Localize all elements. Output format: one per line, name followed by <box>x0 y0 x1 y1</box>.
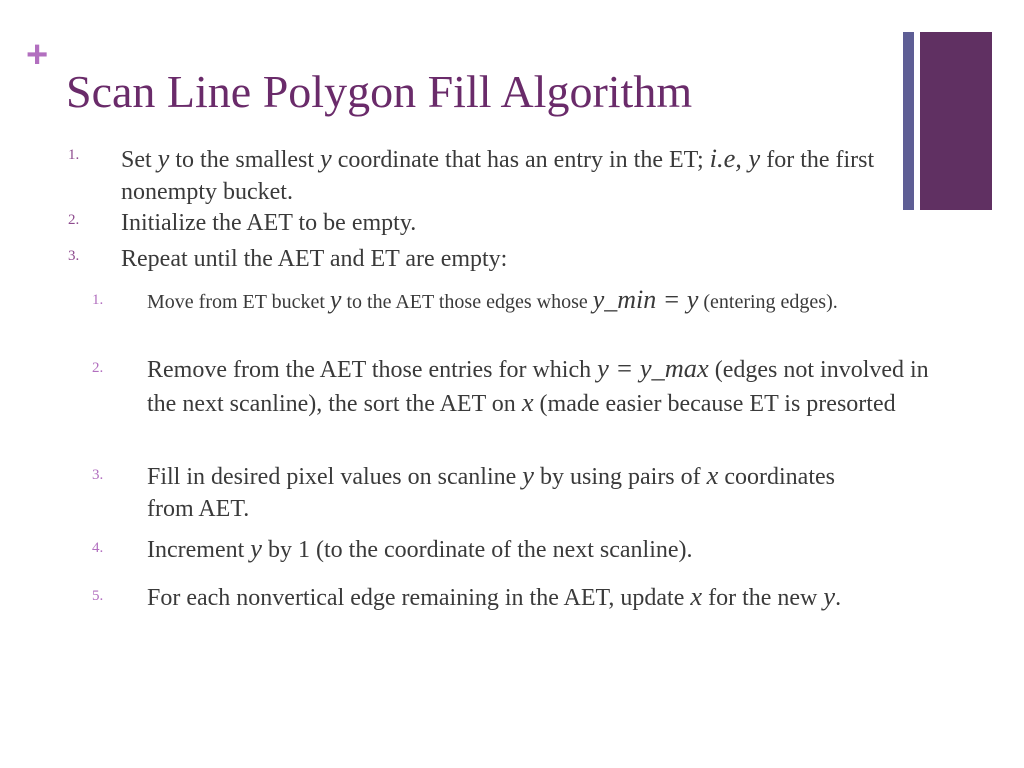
text-run: for the first nonempty bucket. <box>121 147 875 205</box>
math-run: y <box>329 285 342 314</box>
math-run: y = y_max <box>597 353 709 383</box>
text-run: Move from ET bucket <box>147 291 330 313</box>
text-run: Set <box>121 147 158 173</box>
item-text <box>147 532 947 566</box>
item-number: 4. <box>92 540 104 556</box>
slide-title: Scan Line Polygon Fill Algorithm <box>66 66 693 117</box>
plus-icon: + <box>26 34 49 76</box>
text-run: Increment <box>147 537 251 563</box>
text-run: Fill in desired pixel values on scanline <box>147 464 523 490</box>
item-number: 3. <box>92 467 104 483</box>
decorative-bar-thick <box>920 32 992 210</box>
sub-list-item <box>92 532 947 566</box>
sub-list-item <box>92 459 947 525</box>
sub-list-item <box>92 580 947 614</box>
list-item <box>68 243 921 275</box>
math-run: y <box>823 581 836 611</box>
math-run: i.e, y <box>709 143 761 173</box>
math-run: y <box>522 460 534 490</box>
math-run: x <box>690 581 703 611</box>
math-run: x <box>521 387 534 417</box>
math-run: y_min = y <box>592 285 699 314</box>
text-run: For each nonvertical edge remaining in the AET, update <box>147 585 691 611</box>
sub-list-item <box>92 352 947 420</box>
text-run: (edges not involved in the next scanline), the sort the AET on <box>147 357 929 417</box>
item-text <box>147 285 947 317</box>
item-text <box>147 352 947 420</box>
item-text <box>147 580 947 614</box>
text-run: . <box>835 585 842 611</box>
text-run: (entering edges). <box>698 291 838 313</box>
text-run: coordinate that has an entry in the ET; <box>331 147 710 173</box>
text-run: for the new <box>702 585 824 611</box>
text-run: to the AET those edges whose <box>341 291 593 313</box>
text-run: (made easier because ET is presorted <box>533 391 896 417</box>
text-run: coordinates from AET. <box>147 464 835 522</box>
list-item <box>68 207 921 239</box>
item-number: 3. <box>68 248 80 264</box>
sub-list-item <box>92 285 947 317</box>
item-number: 2. <box>68 212 80 228</box>
item-number: 5. <box>92 588 104 604</box>
text-run: by 1 (to the coordinate of the next scanline). <box>262 537 693 563</box>
text-run: to the smallest <box>169 147 321 173</box>
math-run: y <box>157 143 170 173</box>
math-run: y <box>320 143 332 173</box>
math-run: x <box>706 460 719 490</box>
item-text <box>147 459 847 525</box>
item-number: 1. <box>68 147 80 163</box>
item-text <box>121 142 921 208</box>
text-run: by using pairs of <box>533 464 707 490</box>
math-run: y <box>250 533 262 563</box>
list-item <box>68 142 921 208</box>
text-run: Remove from the AET those entries for which <box>147 357 598 383</box>
item-text: Initialize the AET to be empty. <box>121 210 417 236</box>
item-text: Repeat until the AET and ET are empty: <box>121 246 508 272</box>
item-number: 2. <box>92 360 104 376</box>
item-number: 1. <box>92 292 104 308</box>
